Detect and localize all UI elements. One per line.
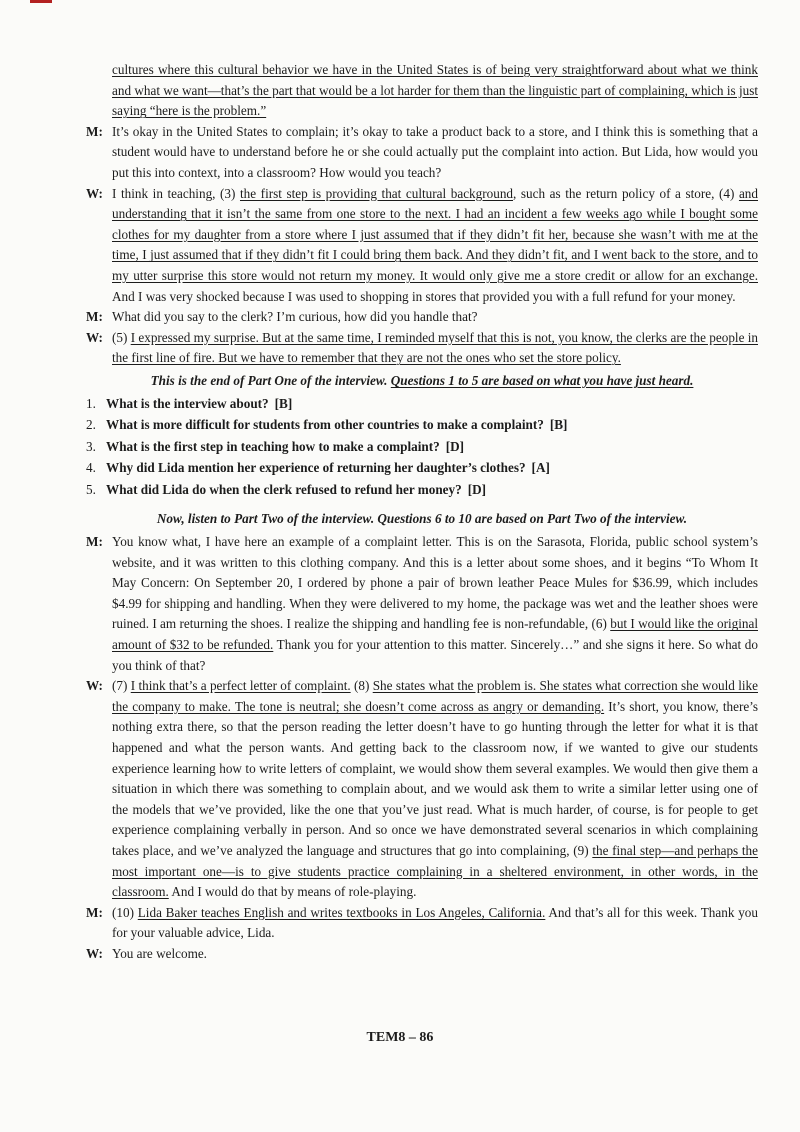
speaker-label: W: [86, 678, 103, 694]
paragraph-text: (7) [112, 678, 131, 694]
answer-key: [D] [445, 438, 465, 454]
paragraph-text: It’s short, you know, there’s nothing extra there, so that the person reading the letter doesn’t have to go hunting through the letter for what it is that happened and what the person wants. And getting back to the classroom now, if we wanted to give our students experience learning how to write letters of complaint, we would show them several examples. We would then give them a situation in which there was something to complain about, and we would ask them to write a similar letter using one of the models that we’ve provided, like the one that you’ve just read. What is much harder, of course, is for people to get experience complaining verbally in person. And so once we have demonstrated several scenarios in which complaining takes place, and we’ve analyzed the language and structures that go into complaining, (9) [112, 698, 758, 858]
question-number: 4. [86, 460, 96, 476]
paragraph-text: (5) [112, 329, 131, 345]
question-number: 5. [86, 481, 96, 497]
transcript-body [86, 60, 758, 965]
paragraph-text: And I was very shocked because I was used to shopping in stores that provided you with a full refund for your money. [112, 288, 736, 304]
red-corner-mark [30, 0, 52, 3]
question-number: 3. [86, 438, 96, 454]
answer-key: [D] [467, 481, 487, 497]
speaker-label: W: [86, 185, 103, 201]
speaker-label: W: [86, 945, 103, 961]
question-number: 1. [86, 395, 96, 411]
underlined-text: cultures where this cultural behavior we have in the United States is of being very straightforward about what we think and what we want—that’s the part that would be a lot harder for them than the linguistic part of complaining, which is just saying “here is the problem.” [112, 62, 758, 119]
answer-underline-4: and understanding that it isn’t the same from one store to the next. I had an incident a few weeks ago while I bought some clothes for my daughter from a store where I just assumed that if they didn’t fit her, because she wasn’t with me at the time, I just assumed that if they didn’t fit I could bring them back. And they didn’t fit, and I went back to the store, and to my utter surprise this store would not return my money. It would only give me a store credit or allow for an exchange. [112, 185, 758, 283]
part-one-end-note [86, 371, 758, 392]
note-text: This is the end of Part One of the interview. [150, 372, 391, 388]
transcript-paragraph-m [86, 307, 758, 328]
paragraph-text: You know what, I have here an example of a complaint letter. This is on the Sarasota, Florida, public school system’s website, and it was written to this clothing company. And this is a letter about some shoes, and it begins “To Whom It May Concern: On September 20, I ordered by phone a pair of brown leather Peace Mules for $36.99, which includes $4.99 for shipping and handling. When they were delivered to my home, the package was wet and the leather shoes were ruined. I am returning the shoes. I realize the shipping and handling fee is non-refundable, (6) [112, 534, 758, 632]
transcript-paragraph-m [86, 532, 758, 676]
answer-underline-6: but I would like the original amount of $32 to be refunded. [112, 616, 758, 653]
question-text: What is the first step in teaching how to make a complaint? [106, 438, 440, 454]
answer-underline-10: Lida Baker teaches English and writes textbooks in Los Angeles, California. [137, 904, 546, 920]
question-text: What did Lida do when the clerk refused to refund her money? [106, 481, 462, 497]
answer-key: [B] [549, 417, 568, 433]
speaker-label: M: [86, 309, 103, 325]
part-two-intro-note: Now, listen to Part Two of the interview. Questions 6 to 10 are based on Part Two of the interview. [156, 511, 688, 527]
answer-underline-9: the final step—and perhaps the most important one—is to give students practice complaining in a sheltered environment, in other words, in the classroom. [112, 842, 759, 900]
paragraph-text: I think in teaching, (3) [112, 185, 240, 201]
paragraph-text: , such as the return policy of a store, (4) [513, 185, 739, 201]
speaker-label: M: [86, 904, 103, 920]
answer-underline-7: I think that’s a perfect letter of complaint. [130, 678, 351, 694]
answer-underline-5: I expressed my surprise. But at the same time, I reminded myself that this is not, you know, the clerks are the people in the first line of fire. But we have to remember that they are not the ones who set the store policy. [112, 329, 758, 366]
question-text: Why did Lida mention her experience of returning her daughter’s clothes? [106, 460, 526, 476]
answer-underline-3: the first step is providing that cultural background [239, 185, 514, 201]
transcript-paragraph-continuation [86, 60, 758, 122]
transcript-paragraph-m [86, 122, 758, 184]
transcript-paragraph-w [86, 944, 758, 965]
question-number: 2. [86, 417, 96, 433]
answer-key: [B] [274, 395, 293, 411]
question-text: What is the interview about? [106, 395, 269, 411]
paragraph-text: What did you say to the clerk? I’m curious, how did you handle that? [112, 309, 478, 325]
paragraph-text: (10) [112, 904, 138, 920]
answer-key: [A] [531, 460, 550, 476]
note-text-underlined: Questions 1 to 5 are based on what you have just heard. [390, 372, 694, 388]
transcript-paragraph-w [86, 328, 758, 369]
question-list-part-one [86, 394, 758, 501]
speaker-label: M: [86, 123, 103, 139]
question-item [86, 480, 758, 501]
paragraph-text: (8) [350, 678, 373, 694]
answer-underline-8: She states what the problem is. She states what correction she would like the company to make. The tone is neutral; she doesn’t come across as angry or demanding. [112, 678, 758, 714]
paragraph-text: And I would do that by means of role-playing. [168, 884, 417, 900]
paragraph-text: You are welcome. [112, 945, 207, 961]
question-item [86, 458, 758, 479]
paragraph-text: Thank you for your attention to this matter. Sincerely…” and she signs it here. So what do you think of that? [112, 637, 758, 673]
question-text: What is more difficult for students from other countries to make a complaint? [106, 417, 544, 433]
question-item [86, 415, 758, 436]
transcript-paragraph-w [86, 676, 758, 903]
transcript-paragraph-m [86, 903, 758, 944]
question-item [86, 394, 758, 415]
page-footer: TEM8 – 86 [366, 1030, 434, 1045]
speaker-label: W: [86, 329, 103, 345]
spacer [86, 501, 758, 507]
speaker-label: M: [86, 534, 103, 550]
transcript-paragraph-w [86, 184, 758, 308]
paragraph-text: And that’s all for this week. Thank you for your valuable advice, Lida. [112, 904, 758, 941]
paragraph-text: It’s okay in the United States to complain; it’s okay to take a product back to a store, and I think this is something that a student would have to understand before he or she could actually put the complaint into action. But Lida, how would you put this into context, into a classroom? How would you teach? [112, 123, 758, 180]
question-item [86, 437, 758, 458]
